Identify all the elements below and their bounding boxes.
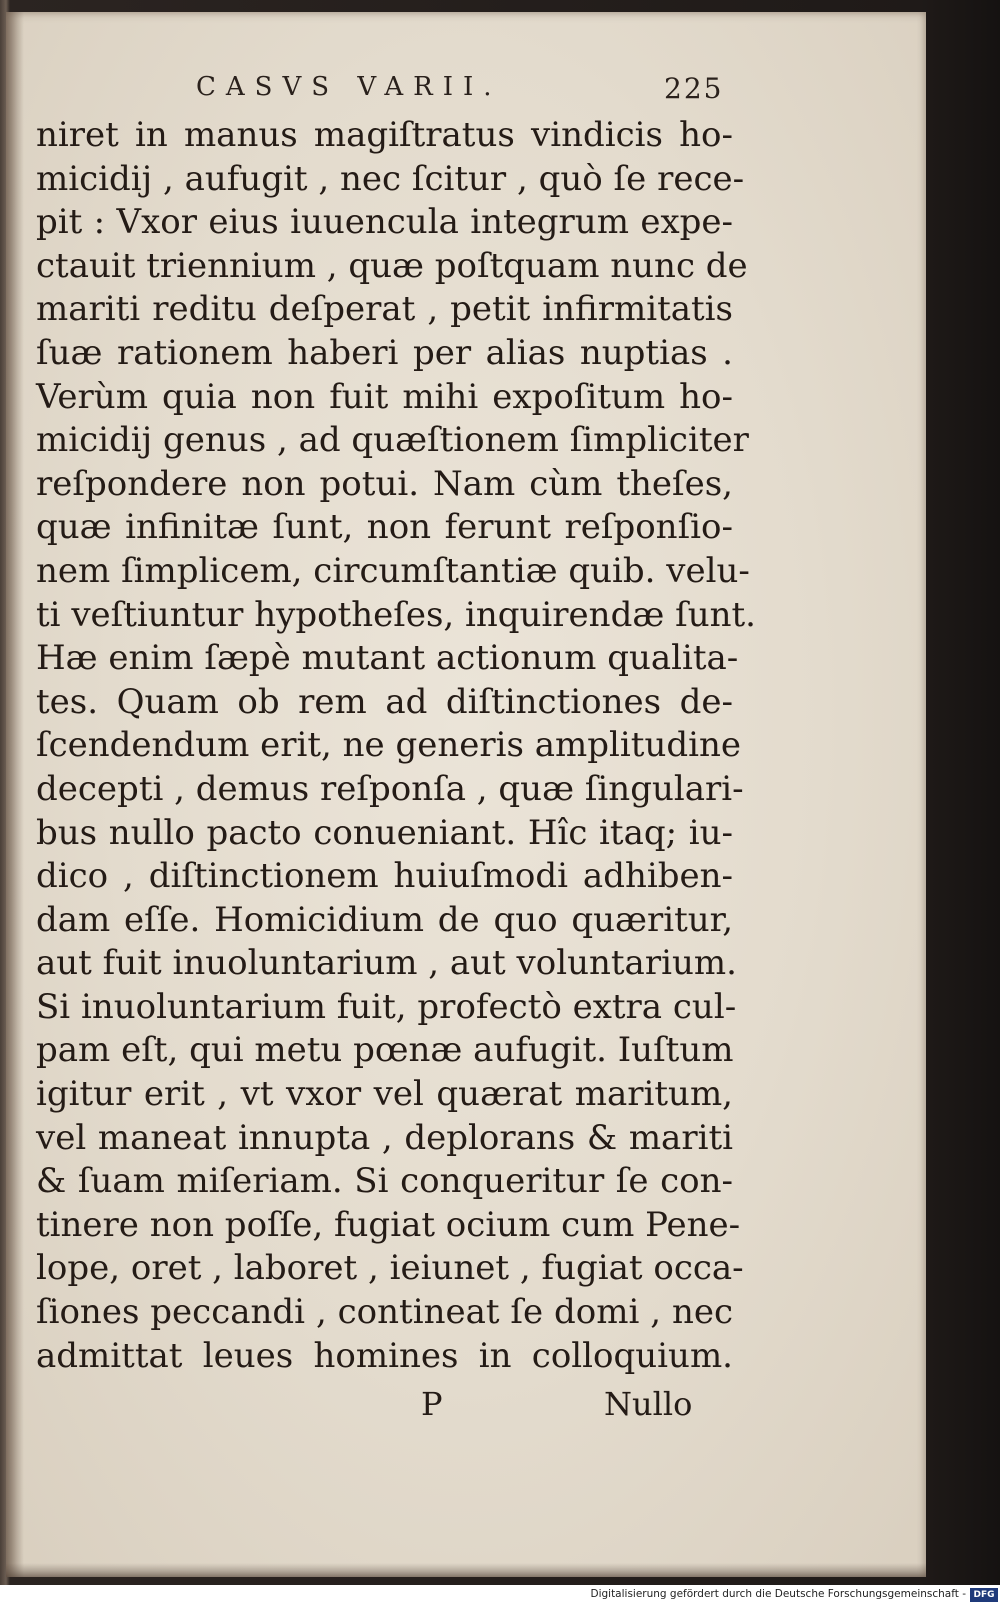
book-page xyxy=(6,12,926,1577)
text-line: micidij genus , ad quæſtionem ſimpliciter xyxy=(36,420,749,461)
text-line: quæ infinitæ ſunt, non ferunt reſponſio- xyxy=(36,507,733,548)
text-line: dico , diſtinctionem huiuſmodi adhiben- xyxy=(36,856,733,897)
text-line: Hæ enim ſæpè mutant actionum qualita- xyxy=(36,638,739,679)
text-line: dam eſſe. Homicidium de quo quæritur, xyxy=(36,899,733,940)
text-line: pam eſt, qui metu pœnæ aufugit. Iuſtum xyxy=(36,1030,734,1071)
text-line: igitur erit , vt vxor vel quærat maritum, xyxy=(36,1074,733,1115)
text-line: decepti , demus reſponſa , quæ ſingulari- xyxy=(36,768,744,809)
text-line: ſuæ rationem haberi per alias nuptias . xyxy=(36,332,733,373)
page-bottom-edge xyxy=(6,1563,926,1577)
text-line: lope, oret , laboret , ieiunet , fugiat occa- xyxy=(36,1248,744,1289)
text-line: reſpondere non potui. Nam cùm theſes, xyxy=(36,463,733,504)
body-text xyxy=(28,114,756,1378)
text-line: niret in manus magiſtratus vindicis ho- xyxy=(36,115,733,155)
text-line: bus nullo pacto conueniant. Hîc itaq; iu- xyxy=(36,812,733,853)
gutter-shadow xyxy=(6,12,24,1577)
signature-mark: P xyxy=(421,1385,443,1423)
text-line: micidij , aufugit , nec ſcitur , quò ſe rece- xyxy=(36,158,745,199)
text-line: Verùm quia non fuit mihi expoſitum ho- xyxy=(36,376,733,417)
catchword: Nullo xyxy=(604,1385,693,1423)
text-line: aut fuit inuoluntarium , aut voluntarium. xyxy=(36,943,737,984)
footer-bar xyxy=(0,1585,1000,1605)
text-line: nem ſimplicem, circumſtantiæ quib. velu- xyxy=(36,550,750,591)
text-line: tinere non poſſe, fugiat ocium cum Pene- xyxy=(36,1204,741,1245)
text-line: tes. Quam ob rem ad diſtinctiones de- xyxy=(36,681,733,722)
text-line: ſiones peccandi , contineat ſe domi , nec xyxy=(36,1292,733,1333)
text-line: Si inuoluntarium fuit, profectò extra cul- xyxy=(36,986,737,1027)
text-line: vel maneat innupta , deplorans & mariti xyxy=(36,1117,733,1158)
text-line: ſcendendum erit, ne generis amplitudine xyxy=(36,725,742,766)
page-number: 225 xyxy=(664,72,724,105)
text-line: ti veſtiuntur hypotheſes, inquirendæ ſunt. xyxy=(36,594,756,635)
text-line: mariti reditu deſperat , petit infirmitatis xyxy=(36,289,733,330)
text-line: pit : Vxor eius iuuencula integrum expe- xyxy=(36,202,733,243)
text-line: & ſuam miſeriam. Si conqueritur ſe con- xyxy=(36,1161,733,1202)
dfg-logo: DFG xyxy=(970,1588,998,1602)
text-line: ctauit triennium , quæ poſtquam nunc de xyxy=(36,245,748,286)
text-line: admittat leues homines in colloquium. xyxy=(36,1335,733,1376)
running-head: CASVS VARII. xyxy=(196,72,502,102)
digitization-credit: Digitalisierung gefördert durch die Deutsche Forschungsgemeinschaft - xyxy=(590,1588,966,1600)
